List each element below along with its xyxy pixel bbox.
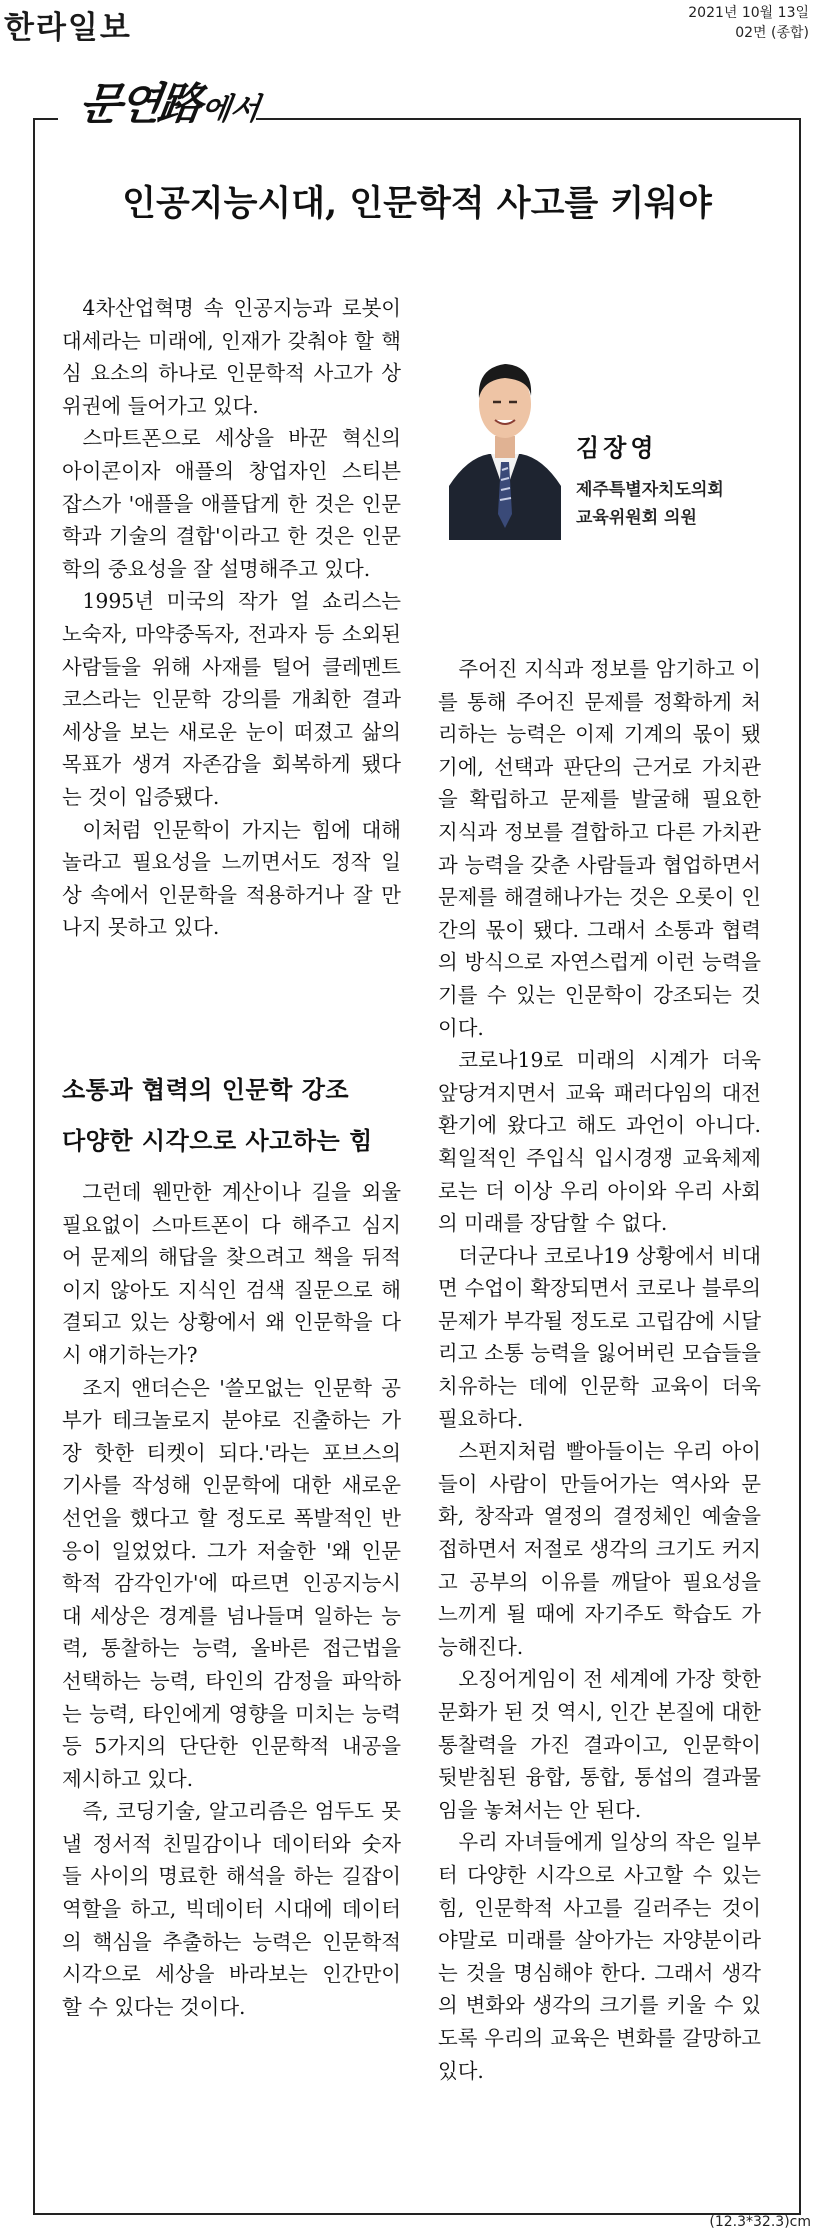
paragraph: 그런데 웬만한 계산이나 길을 외울 필요없이 스마트폰이 다 해주고 심지어 문제의 해답을 찾으려고 책을 뒤적이지 않아도 지식인 검색 질문으로 해결되고 있는 상황에서 왜 인문학을 다시 얘기하는가? (62, 1180, 401, 1367)
paragraph: 스펀지처럼 빨아들이는 우리 아이들이 사람이 만들어가는 역사와 문화, 창작과 열정의 결정체인 예술을 접하면서 저절로 생각의 크기도 커지고 공부의 이유를 깨달아 필요성을 느끼게 될 때에 자기주도 학습도 가능해진다. (438, 1439, 761, 1659)
column-label-suffix: 에서 (199, 92, 262, 127)
left-column-top (62, 292, 401, 944)
paragraph: 4차산업혁명 속 인공지능과 로봇이 대세라는 미래에, 인재가 갖춰야 할 핵심 요소의 하나로 인문학적 사고가 상위권에 들어가고 있다. (62, 296, 401, 418)
subheading: 소통과 협력의 인문학 강조 (62, 1076, 350, 1104)
article-headline: 인공지능시대, 인문학적 사고를 키워야 (122, 183, 712, 224)
left-column-bottom (62, 1176, 401, 2023)
paragraph: 우리 자녀들에게 일상의 작은 일부터 다양한 시각으로 사고할 수 있는 힘, 인문학적 사고를 길러주는 것이야말로 미래를 살아가는 자양분이라는 것을 명심해야 한다. 그래서 생각의 변화와 생각의 크기를 키울 수 있도록 우리의 교육은 변화를 갈망하고 있다. (438, 1830, 761, 2083)
paragraph: 이처럼 인문학이 가지는 힘에 대해 놀라고 필요성을 느끼면서도 정작 일상 속에서 인문학을 적용하거나 잘 만나지 못하고 있다. (62, 817, 401, 940)
right-column (438, 653, 761, 2087)
paragraph: 1995년 미국의 작가 얼 쇼리스는 노숙자, 마약중독자, 전과자 등 소외된 사람들을 위해 사재를 털어 클레멘트 코스라는 인문학 강의를 개최한 결과 세상을 보는 새로운 눈이 떠졌고 삶의 목표가 생겨 자존감을 회복하게 됐다는 것이 입증됐다. (62, 589, 401, 809)
paragraph: 오징어게임이 전 세계에 가장 핫한 문화가 된 것 역시, 인간 본질에 대한 통찰력을 가진 결과이고, 인문학이 뒷받침된 융합, 통합, 통섭의 결과물임을 놓쳐서는 안 된다. (438, 1667, 761, 1822)
paragraph: 주어진 지식과 정보를 암기하고 이를 통해 주어진 문제를 정확하게 처리하는 능력은 이제 기계의 몫이 됐기에, 선택과 판단의 근거로 가치관을 확립하고 문제를 발굴해 필요한 지식과 정보를 결합하고 다른 가치관과 능력을 갖춘 사람들과 협업하면서 문제를 해결해나가는 것은 오롯이 인간의 몫이 됐다. 그래서 소통과 협력의 방식으로 자연스럽게 이런 능력을 기를 수 있는 인문학이 강조되는 것이다. (438, 657, 761, 1040)
paragraph: 더군다나 코로나19 상황에서 비대면 수업이 확장되면서 코로나 블루의 문제가 부각될 정도로 고립감에 시달리고 소통 능력을 잃어버린 모습들을 치유하는 데에 인문학 교육이 더욱 필요하다. (438, 1243, 761, 1431)
author-name: 김장영 (576, 434, 658, 462)
publication-date: 2021년 10월 13일 (688, 5, 809, 21)
author-photo (449, 318, 561, 540)
paragraph: 스마트폰으로 세상을 바꾼 혁신의 아이콘이자 애플의 창업자인 스티븐 잡스가 '애플을 애플답게 한 것은 인문학과 기술의 결합'이라고 한 것은 인문학의 중요성을 잘 설명해주고 있다. (62, 426, 401, 581)
paragraph: 즉, 코딩기술, 알고리즘은 엄두도 못 낼 정서적 친밀감이나 데이터와 숫자들 사이의 명료한 해석을 하는 길잡이 역할을 하고, 빅데이터 시대에 데이터의 핵심을 추출하는 능력은 인문학적 시각으로 세상을 바라보는 인간만이 할 수 있다는 것이다. (62, 1799, 401, 2019)
column-label (75, 68, 262, 146)
column-label-main: 문연路 (75, 79, 203, 130)
subheading: 다양한 시각으로 사고하는 힘 (62, 1127, 373, 1155)
masthead-logo: 한라일보 (4, 10, 132, 46)
author-title: 제주특별자치도의회 (576, 480, 724, 500)
author-title: 교육위원회 의원 (576, 508, 697, 528)
paragraph: 코로나19로 미래의 시계가 더욱 앞당겨지면서 교육 패러다임의 대전환기에 왔다고 해도 과언이 아니다. 획일적인 주입식 입시경쟁 교육체제로는 더 이상 우리 아이와 우리 사회의 미래를 장담할 수 없다. (438, 1048, 761, 1236)
paragraph: 조지 앤더슨은 '쓸모없는 인문학 공부가 테크놀로지 분야로 진출하는 가장 핫한 티켓이 되다.'라는 포브스의 기사를 작성해 인문학에 대한 새로운 선언을 했다고 할 정도로 폭발적인 반응이 일었었다. 그가 저술한 '왜 인문학적 감각인가'에 따르면 인공지능시대 세상은 경계를 넘나들며 일하는 능력, 통찰하는 능력, 올바른 접근법을 선택하는 능력, 타인의 감정을 파악하는 능력, 타인에게 영향을 미치는 능력 등 5가지의 단단한 인문학적 내공을 제시하고 있다. (62, 1375, 401, 1791)
page-section: 02면 (종합) (735, 25, 809, 41)
article-size: (12.3*32.3)cm (709, 2214, 811, 2230)
